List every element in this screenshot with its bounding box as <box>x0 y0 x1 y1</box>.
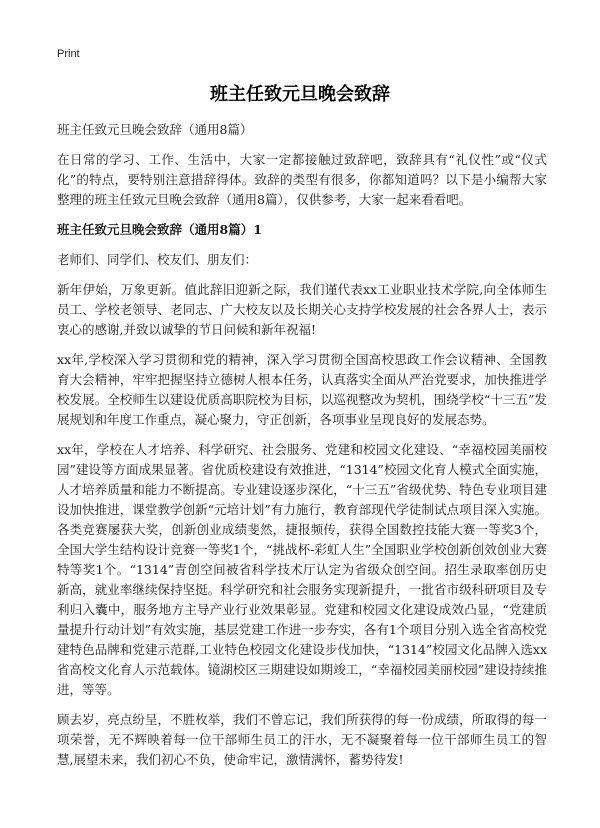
section-heading: 班主任致元旦晚会致辞（通用8篇）1 <box>57 222 262 237</box>
body-paragraph: xx年，学校在人才培养、科学研究、社会服务、党建和校园文化建设、“幸福校园美丽校园”建设等方面成果显著。省优质校建设有效推进，“1314”校园文化育人模式全面实施，人才培养质量和能力不断提高。专业建设逐步深化，“十三五”省级优势、特色专业项目建设加快推进，课堂教学创新“元培计划”有力施行，教育部现代学徒制试点项目深入实施。各类竞赛屡获大奖，创新创业成绩斐然，捷报频传，获得全国数控技能大赛一等奖3个，全国大学生结构设计竞赛一等奖1个，“挑战杯-彩虹人生”全国职业学校创新创效创业大赛特等奖1个。“1314”青创空间被省科学技术厅认定为省级众创空间。招生录取率创历史新高，就业率继续保持坚挺。科学研究和社会服务实现新提升，一批省市级科研项目及专利归入囊中，服务地方主导产业行业效果彰显。党建和校园文化建设成效凸显，“党建质量提升行动计划”有效实施，基层党建工作进一步夯实，各有1个项目分别入选全省高校党建特色品牌和党建示范群,工业特色校园文化建设步伐加快，“1314”校园文化品牌入选xx省高校文化育人示范载体。镜湖校区三期建设如期竣工，“幸福校园美丽校园”建设持续推进，等等。 <box>57 442 547 697</box>
document-body <box>57 120 547 776</box>
document-subtitle: 班主任致元旦晚会致辞（通用8篇） <box>57 122 253 137</box>
body-paragraph: xx年,学校深入学习贯彻和党的精神，深入学习贯彻全国高校思政工作会议精神、全国教育大会精神，牢牢把握坚持立德树人根本任务，认真落实全面从严治党要求，加快推进学校发展。全校师生以建设优质高职院校为目标，以巡视整改为契机，围绕学校“十三五”发展规划和年度工作重点，凝心聚力，守正创新，各项事业呈现良好的发展态势。 <box>57 352 547 427</box>
body-paragraph: 顾去岁，亮点纷呈，不胜枚举，我们不曾忘记，我们所获得的每一份成绩，所取得的每一项荣誉，无不辉映着每一位干部师生员工的汗水，无不凝聚着每一位干部师生员工的智慧,展望未来，我们初心不负，使命牢记，激情满怀，蓄势待发! <box>57 712 547 767</box>
print-link[interactable]: Print <box>57 48 80 60</box>
body-paragraph: 新年伊始，万象更新。值此辞旧迎新之际，我们谨代表xx工业职业技术学院,向全体师生员工、学校老领导、老同志、广大校友以及长期关心支持学校发展的社会各界人士，表示衷心的感谢,并致以诚挚的节日问候和新年祝福! <box>57 282 547 337</box>
intro-paragraph: 在日常的学习、工作、生活中，大家一定都接触过致辞吧，致辞具有“礼仪性”或“仪式化”的特点，要特别注意措辞得体。致辞的类型有很多，你都知道吗？以下是小编帮大家整理的班主任致元旦晚会致辞（通用8篇），仅供参考，大家一起来看看吧。 <box>57 152 547 207</box>
greeting-line: 老师们、同学们、校友们、朋友们： <box>57 252 258 267</box>
document-title: 班主任致元旦晚会致辞 <box>210 84 390 105</box>
